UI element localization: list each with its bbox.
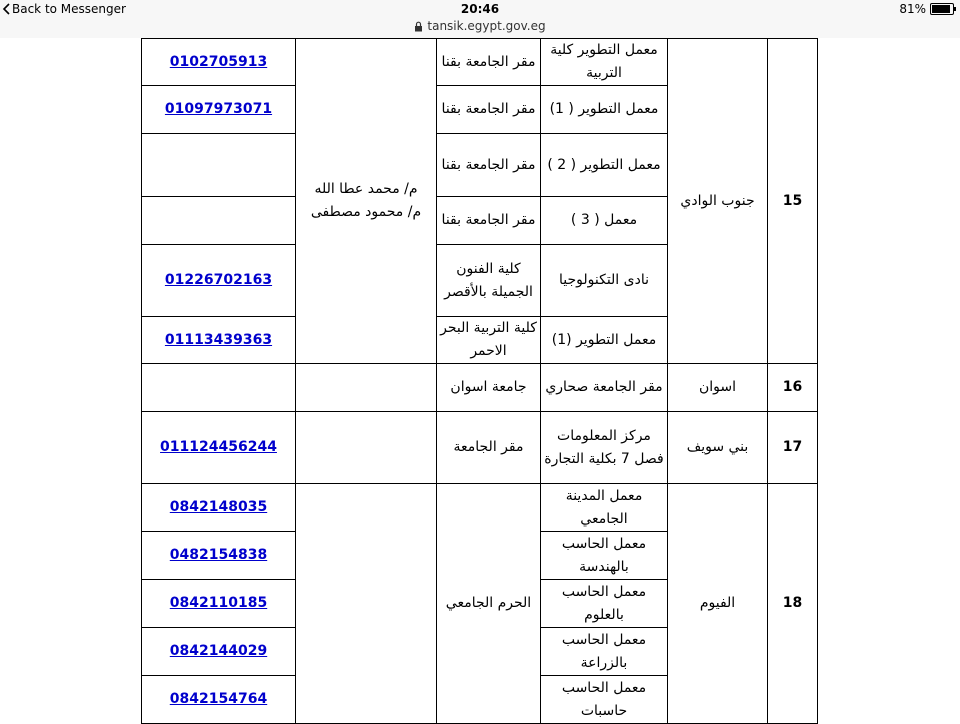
row-number-cell: 15 (768, 39, 818, 364)
lab-cell: معمل الحاسب بالزراعة (541, 628, 668, 676)
location-cell: مقر الجامعة (437, 412, 541, 484)
lab-cell: معمل التطوير كلية التربية (541, 39, 668, 86)
supervisor-name: م/ محمود مصطفى (310, 204, 422, 220)
phone-cell (142, 628, 296, 676)
supervisor-cell (296, 412, 437, 484)
status-bar (0, 0, 960, 38)
phone-link[interactable]: 0102705913 (169, 53, 268, 70)
lab-cell: معمل المدينة الجامعي (541, 484, 668, 532)
phone-link[interactable]: 01226702163 (164, 272, 273, 288)
lab-cell: معمل الحاسب بالهندسة (541, 532, 668, 580)
lock-icon (414, 21, 423, 32)
phone-cell (142, 532, 296, 580)
table-row (142, 364, 818, 412)
university-cell: بني سويف (668, 412, 768, 484)
supervisor-name: م/ محمد عطا الله (314, 181, 418, 197)
location-cell: جامعة اسوان (437, 364, 541, 412)
phone-cell (142, 197, 296, 245)
phone-cell (142, 39, 296, 86)
table-row (142, 484, 818, 532)
supervisor-cell (296, 364, 437, 412)
location-cell: مقر الجامعة بقنا (437, 86, 541, 134)
battery-percent: 81% (899, 2, 926, 16)
url-text: tansik.egypt.gov.eg (427, 19, 546, 33)
phone-link[interactable]: 0842110185 (169, 595, 268, 611)
phone-cell (142, 134, 296, 197)
table-row (142, 412, 818, 484)
phone-link[interactable]: 0842154764 (169, 691, 268, 707)
table-row (142, 39, 818, 86)
location-cell: الحرم الجامعي (437, 484, 541, 724)
phone-link[interactable]: 011124456244 (160, 439, 277, 455)
status-right (899, 2, 954, 16)
row-number-cell: 18 (768, 484, 818, 724)
supervisor-cell (296, 484, 437, 724)
phone-link[interactable]: 0842148035 (169, 499, 268, 515)
lab-cell: معمل الحاسب بالعلوم (541, 580, 668, 628)
row-number-cell: 17 (768, 412, 818, 484)
university-cell: اسوان (668, 364, 768, 412)
exam-centers-table (141, 38, 818, 724)
university-cell: جنوب الوادي (668, 39, 768, 364)
phone-link[interactable]: 0482154838 (169, 547, 268, 563)
lab-cell: نادى التكنولوجيا (541, 245, 668, 317)
lab-cell: معمل التطوير (1) (541, 317, 668, 364)
battery-level (932, 5, 950, 13)
phone-cell (142, 580, 296, 628)
location-cell: مقر الجامعة بقنا (437, 134, 541, 197)
phone-link[interactable]: 0842144029 (169, 643, 268, 659)
phone-cell (142, 676, 296, 724)
location-cell: كلية الفنون الجميلة بالأقصر (437, 245, 541, 317)
phone-cell (142, 412, 296, 484)
phone-link[interactable]: 01097973071 (164, 101, 273, 117)
battery-icon (930, 3, 954, 15)
phone-cell (142, 317, 296, 364)
university-cell: الفيوم (668, 484, 768, 724)
lab-cell: مقر الجامعة صحاري (541, 364, 668, 412)
phone-cell (142, 245, 296, 317)
lab-cell: معمل ( 3 ) (541, 197, 668, 245)
location-cell: كلية التربية البحر الاحمر (437, 317, 541, 364)
phone-link[interactable]: 01113439363 (164, 331, 273, 348)
phone-cell (142, 364, 296, 412)
location-cell: مقر الجامعة بقنا (437, 39, 541, 86)
lab-cell: معمل الحاسب حاسبات (541, 676, 668, 724)
status-time: 20:46 (460, 2, 500, 16)
phone-cell (142, 86, 296, 134)
lab-cell: معمل التطوير ( 2 ) (541, 134, 668, 197)
address-bar[interactable] (0, 19, 960, 33)
phone-cell (142, 484, 296, 532)
back-label: Back to Messenger (12, 2, 126, 16)
row-number-cell: 16 (768, 364, 818, 412)
lab-cell: مركز المعلومات فصل 7 بكلية التجارة (541, 412, 668, 484)
lab-cell: معمل التطوير ( 1) (541, 86, 668, 134)
location-cell: مقر الجامعة بقنا (437, 197, 541, 245)
supervisor-cell (296, 39, 437, 364)
